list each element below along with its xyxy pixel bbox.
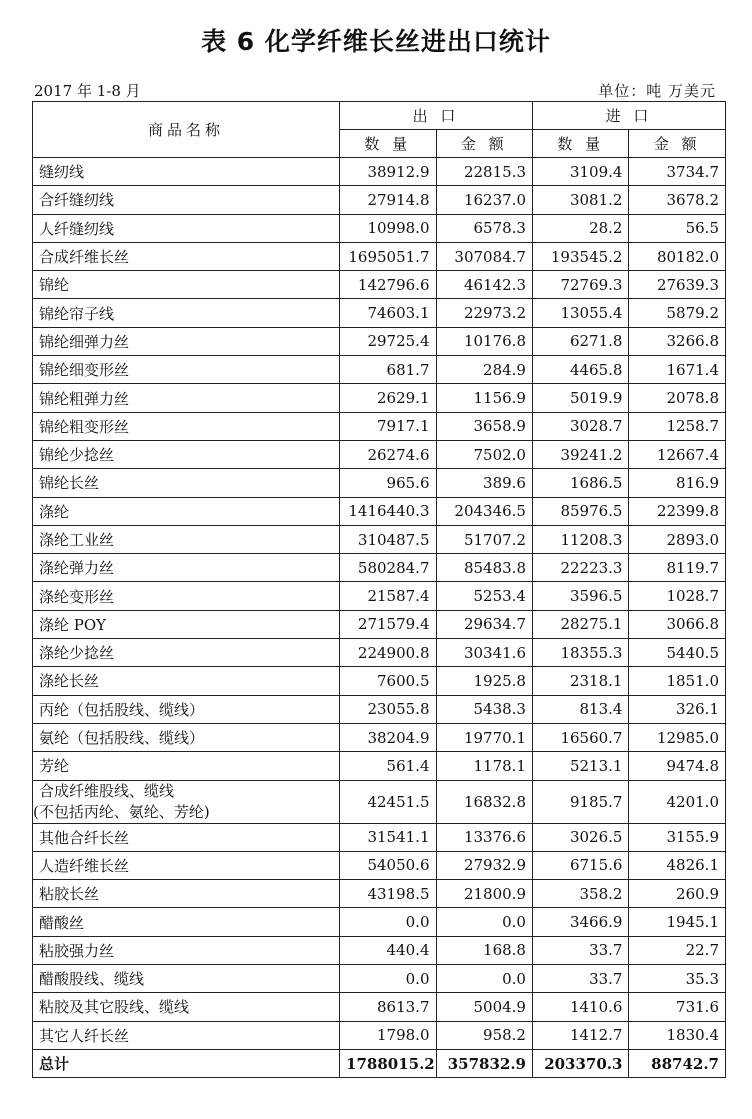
import-amount-cell: 9474.8 [629,752,726,780]
import-quantity-cell: 813.4 [532,695,628,723]
export-quantity-cell: 0.0 [340,908,436,936]
import-amount-cell: 27639.3 [629,271,726,299]
export-amount-cell: 7502.0 [436,440,532,468]
table-row [33,723,726,751]
import-amount-cell: 5440.5 [629,639,726,667]
product-name-cell: 缝纫线 [33,158,340,186]
export-amount-cell: 1178.1 [436,752,532,780]
total-export-quantity: 1788015.2 [340,1049,436,1077]
product-name-cell: 粘胶强力丝 [33,936,340,964]
header-import: 进 口 [532,102,725,130]
table-row [33,610,726,638]
export-quantity-cell: 142796.6 [340,271,436,299]
export-quantity-cell: 681.7 [340,356,436,384]
import-amount-cell: 260.9 [629,880,726,908]
export-amount-cell: 29634.7 [436,610,532,638]
product-name-cell: 涤纶少捻丝 [33,639,340,667]
export-quantity-cell: 8613.7 [340,993,436,1021]
import-quantity-cell: 13055.4 [532,299,628,327]
header-export-amount: 金 额 [436,130,532,158]
export-amount-cell: 284.9 [436,356,532,384]
import-quantity-cell: 6715.6 [532,851,628,879]
table-row [33,299,726,327]
export-quantity-cell: 580284.7 [340,554,436,582]
export-amount-cell: 16832.8 [436,780,532,823]
export-quantity-cell: 224900.8 [340,639,436,667]
product-name-cell: 锦纶长丝 [33,469,340,497]
export-quantity-cell: 38912.9 [340,158,436,186]
table-row [33,412,726,440]
export-amount-cell: 0.0 [436,908,532,936]
export-amount-cell: 5004.9 [436,993,532,1021]
import-amount-cell: 35.3 [629,965,726,993]
total-import-amount: 88742.7 [629,1049,726,1077]
import-amount-cell: 3066.8 [629,610,726,638]
export-quantity-cell: 10998.0 [340,214,436,242]
product-name-cell: 氨纶（包括股线、缆线） [33,723,340,751]
export-amount-cell: 3658.9 [436,412,532,440]
export-amount-cell: 5438.3 [436,695,532,723]
product-name-cell: 醋酸丝 [33,908,340,936]
export-quantity-cell: 2629.1 [340,384,436,412]
import-quantity-cell: 3081.2 [532,186,628,214]
product-name-cell [33,780,340,823]
product-name-cell: 锦纶粗变形丝 [33,412,340,440]
product-name-line: 合成纤维股线、缆线 [39,781,175,800]
export-amount-cell: 307084.7 [436,242,532,270]
product-name-cell: 涤纶 [33,497,340,525]
table-row [33,469,726,497]
import-amount-cell: 8119.7 [629,554,726,582]
import-amount-cell: 2893.0 [629,525,726,553]
import-amount-cell: 326.1 [629,695,726,723]
product-name-cell: 锦纶 [33,271,340,299]
import-quantity-cell: 11208.3 [532,525,628,553]
header-product-name: 商品名称 [33,102,340,158]
import-amount-cell: 1851.0 [629,667,726,695]
import-amount-cell: 1830.4 [629,1021,726,1049]
export-quantity-cell: 31541.1 [340,823,436,851]
import-amount-cell: 12667.4 [629,440,726,468]
export-amount-cell: 0.0 [436,965,532,993]
import-quantity-cell: 358.2 [532,880,628,908]
import-amount-cell: 1945.1 [629,908,726,936]
total-row [33,1049,726,1077]
period-label: 2017 年 1-8 月 [34,82,141,100]
import-amount-cell: 80182.0 [629,242,726,270]
import-quantity-cell: 1412.7 [532,1021,628,1049]
table-row [33,554,726,582]
product-name-cell: 合成纤维长丝 [33,242,340,270]
import-quantity-cell: 33.7 [532,965,628,993]
import-quantity-cell: 72769.3 [532,271,628,299]
product-name-cell: 涤纶变形丝 [33,582,340,610]
product-name-cell: 人纤缝纫线 [33,214,340,242]
table-row [33,214,726,242]
table-row [33,440,726,468]
export-quantity-cell: 561.4 [340,752,436,780]
export-amount-cell: 46142.3 [436,271,532,299]
product-name-cell: 涤纶工业丝 [33,525,340,553]
table-row [33,271,726,299]
import-quantity-cell: 85976.5 [532,497,628,525]
import-quantity-cell: 18355.3 [532,639,628,667]
export-quantity-cell: 271579.4 [340,610,436,638]
export-amount-cell: 21800.9 [436,880,532,908]
export-quantity-cell: 43198.5 [340,880,436,908]
export-amount-cell: 10176.8 [436,327,532,355]
header-import-quantity: 数 量 [532,130,628,158]
export-amount-cell: 19770.1 [436,723,532,751]
export-amount-cell: 168.8 [436,936,532,964]
table-row [33,965,726,993]
import-quantity-cell: 1410.6 [532,993,628,1021]
table-row [33,158,726,186]
table-row [33,667,726,695]
import-amount-cell: 3734.7 [629,158,726,186]
export-amount-cell: 30341.6 [436,639,532,667]
import-amount-cell: 4826.1 [629,851,726,879]
table-row [33,908,726,936]
product-name-cell: 粘胶长丝 [33,880,340,908]
import-amount-cell: 12985.0 [629,723,726,751]
import-quantity-cell: 16560.7 [532,723,628,751]
product-name-cell: 芳纶 [33,752,340,780]
import-amount-cell: 56.5 [629,214,726,242]
product-name-cell: 其他合纤长丝 [33,823,340,851]
total-export-amount: 357832.9 [436,1049,532,1077]
import-amount-cell: 3678.2 [629,186,726,214]
import-amount-cell: 3266.8 [629,327,726,355]
import-quantity-cell: 9185.7 [532,780,628,823]
table-row [33,993,726,1021]
export-quantity-cell: 29725.4 [340,327,436,355]
header-export-quantity: 数 量 [340,130,436,158]
export-quantity-cell: 54050.6 [340,851,436,879]
product-name-cell: 合纤缝纫线 [33,186,340,214]
product-name-cell: 涤纶 POY [33,610,340,638]
export-quantity-cell: 21587.4 [340,582,436,610]
export-amount-cell: 13376.6 [436,823,532,851]
import-quantity-cell: 33.7 [532,936,628,964]
table-row [33,880,726,908]
import-quantity-cell: 28.2 [532,214,628,242]
export-quantity-cell: 7917.1 [340,412,436,440]
export-amount-cell: 22815.3 [436,158,532,186]
table-row [33,497,726,525]
import-amount-cell: 22399.8 [629,497,726,525]
import-quantity-cell: 39241.2 [532,440,628,468]
export-quantity-cell: 27914.8 [340,186,436,214]
table-meta [34,80,716,100]
total-label: 总计 [33,1049,340,1077]
import-amount-cell: 816.9 [629,469,726,497]
table-row [33,1021,726,1049]
export-quantity-cell: 42451.5 [340,780,436,823]
table-row [33,582,726,610]
table-row [33,242,726,270]
product-name-cell: 锦纶帘子线 [33,299,340,327]
table-row [33,695,726,723]
export-quantity-cell: 1695051.7 [340,242,436,270]
table-row [33,780,726,823]
product-name-cell: 锦纶少捻丝 [33,440,340,468]
import-quantity-cell: 28275.1 [532,610,628,638]
export-amount-cell: 85483.8 [436,554,532,582]
export-quantity-cell: 23055.8 [340,695,436,723]
header-row-groups [33,102,726,130]
export-amount-cell: 958.2 [436,1021,532,1049]
product-name-cell: 丙纶（包括股线、缆线） [33,695,340,723]
import-quantity-cell: 3596.5 [532,582,628,610]
table-row [33,327,726,355]
table-row [33,384,726,412]
table-row [33,639,726,667]
import-amount-cell: 4201.0 [629,780,726,823]
unit-label: 单位：吨 万美元 [598,82,716,100]
import-quantity-cell: 5019.9 [532,384,628,412]
product-name-cell: 涤纶弹力丝 [33,554,340,582]
import-amount-cell: 3155.9 [629,823,726,851]
export-amount-cell: 1156.9 [436,384,532,412]
export-quantity-cell: 1416440.3 [340,497,436,525]
table-row [33,356,726,384]
import-quantity-cell: 3026.5 [532,823,628,851]
product-name-cell: 锦纶细弹力丝 [33,327,340,355]
export-quantity-cell: 0.0 [340,965,436,993]
export-amount-cell: 22973.2 [436,299,532,327]
product-name-cell: 锦纶细变形丝 [33,356,340,384]
export-quantity-cell: 26274.6 [340,440,436,468]
page-title: 表 6 化学纤维长丝进出口统计 [201,27,551,56]
product-name-line: (不包括丙纶、氨纶、芳纶) [33,802,210,821]
import-amount-cell: 1258.7 [629,412,726,440]
export-amount-cell: 204346.5 [436,497,532,525]
export-amount-cell: 51707.2 [436,525,532,553]
export-quantity-cell: 74603.1 [340,299,436,327]
product-name-cell: 人造纤维长丝 [33,851,340,879]
export-amount-cell: 5253.4 [436,582,532,610]
import-quantity-cell: 4465.8 [532,356,628,384]
import-amount-cell: 5879.2 [629,299,726,327]
trade-statistics-table [32,101,726,1078]
table-row [33,752,726,780]
header-import-amount: 金 额 [629,130,726,158]
import-amount-cell: 1671.4 [629,356,726,384]
export-quantity-cell: 310487.5 [340,525,436,553]
export-quantity-cell: 7600.5 [340,667,436,695]
export-quantity-cell: 38204.9 [340,723,436,751]
table-row [33,525,726,553]
table-row [33,186,726,214]
import-amount-cell: 2078.8 [629,384,726,412]
import-quantity-cell: 2318.1 [532,667,628,695]
table-row [33,936,726,964]
export-amount-cell: 6578.3 [436,214,532,242]
table-header [33,102,726,158]
header-export: 出 口 [340,102,533,130]
import-quantity-cell: 3028.7 [532,412,628,440]
export-amount-cell: 389.6 [436,469,532,497]
table-row [33,851,726,879]
export-amount-cell: 16237.0 [436,186,532,214]
import-quantity-cell: 22223.3 [532,554,628,582]
product-name-cell: 其它人纤长丝 [33,1021,340,1049]
table-body [33,158,726,1050]
export-quantity-cell: 440.4 [340,936,436,964]
total-import-quantity: 203370.3 [532,1049,628,1077]
table-footer [33,1049,726,1077]
product-name-cell: 涤纶长丝 [33,667,340,695]
export-quantity-cell: 1798.0 [340,1021,436,1049]
import-quantity-cell: 6271.8 [532,327,628,355]
import-quantity-cell: 1686.5 [532,469,628,497]
product-name-cell: 粘胶及其它股线、缆线 [33,993,340,1021]
table-row [33,823,726,851]
import-quantity-cell: 3466.9 [532,908,628,936]
product-name-cell: 锦纶粗弹力丝 [33,384,340,412]
import-quantity-cell: 3109.4 [532,158,628,186]
export-quantity-cell: 965.6 [340,469,436,497]
import-quantity-cell: 5213.1 [532,752,628,780]
export-amount-cell: 1925.8 [436,667,532,695]
import-amount-cell: 731.6 [629,993,726,1021]
product-name-cell: 醋酸股线、缆线 [33,965,340,993]
export-amount-cell: 27932.9 [436,851,532,879]
import-amount-cell: 1028.7 [629,582,726,610]
import-quantity-cell: 193545.2 [532,242,628,270]
import-amount-cell: 22.7 [629,936,726,964]
